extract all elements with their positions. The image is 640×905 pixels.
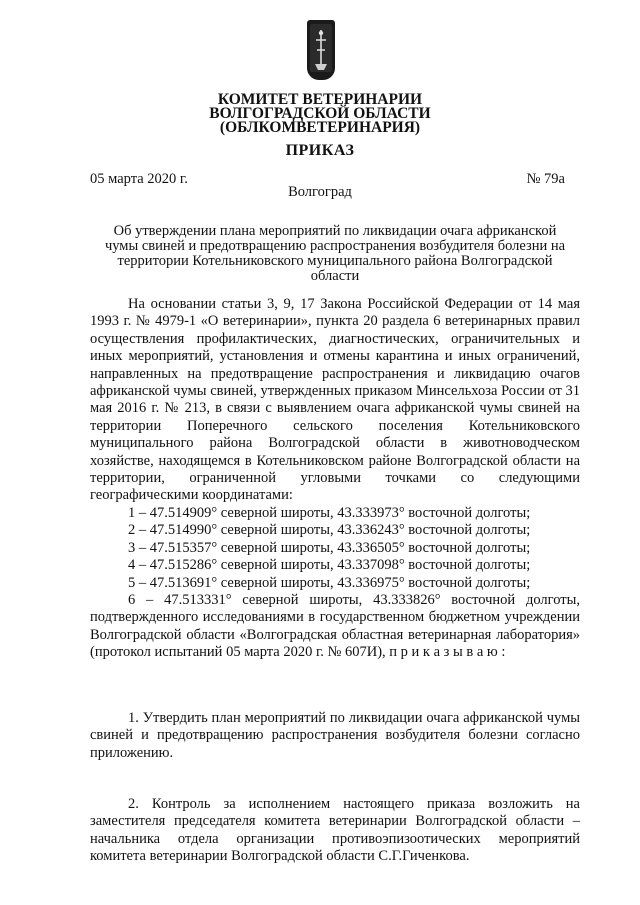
coordinate-item: 2 – 47.514990° северной широты, 43.336243° восточной долготы; xyxy=(128,522,531,539)
coordinate-item: 5 – 47.513691° северной широты, 43.336975° восточной долготы; xyxy=(128,574,531,591)
coordinate-item: 3 – 47.515357° северной широты, 43.336505° восточной долготы; xyxy=(128,539,531,556)
org-name-line1: КОМИТЕТ ВЕТЕРИНАРИИ xyxy=(217,91,423,108)
preamble-block xyxy=(90,296,580,662)
coat-of-arms-emblem-icon xyxy=(307,20,335,80)
coordinate-item: 4 – 47.515286° северной широты, 43.337098° восточной долготы; xyxy=(128,557,531,574)
doc-type-title: ПРИКАЗ xyxy=(285,142,355,159)
doc-subject: Об утверждении плана мероприятий по ликвидации очага африканской чумы свиней и предотвращению распространения возбудителя болезни на территории Котельниковского муниципального района Волгоградской области xyxy=(104,223,566,284)
doc-city: Волгоград xyxy=(288,184,352,200)
clause-1: 1. Утвердить план мероприятий по ликвидации очага африканской чумы свиней и предотвращению распространения возбудителя болезни согласно приложению. xyxy=(90,710,580,761)
org-name-line3: (ОБЛКОМВЕТЕРИНАРИЯ) xyxy=(219,119,421,136)
coordinate-item: 1 – 47.514909° северной широты, 43.333973° восточной долготы; xyxy=(128,504,531,521)
preamble-text: На основании статьи 3, 9, 17 Закона Российской Федерации от 14 мая 1993 г. № 4979-1 «О ветеринарии», пункта 20 раздела 6 ветеринарных правил осуществления профилактических, диагностических, ограничительных и иных мероприятий, установления и отмены карантина и иных ограничений, направленных на предотвращение распространения и ликвидацию очагов африканской чумы свиней, утвержденных приказом Минсельхоза России от 31 мая 2016 г. № 213, в связи с выявлением очага африканской чумы свиней на территории Поперечного сельского поселения Котельниковского муниципального района Волгоградской области в животноводческом хозяйстве, находящемся в Котельниковском районе Волгоградской области на территории, ограниченной угловыми точками со следующими географическими координатами: xyxy=(90,296,580,504)
org-name-line2: ВОЛГОГРАДСКОЙ ОБЛАСТИ xyxy=(209,105,431,122)
doc-number: № 79а xyxy=(526,171,565,187)
clause-1-block xyxy=(90,710,580,762)
clause-2-block xyxy=(90,796,580,866)
coordinate-item-last: 6 – 47.513331° северной широты, 43.333826° восточной долготы, подтвержденного исследованиями в государственном бюджетном учреждении Волгоградской области «Волгоградская областная ветеринарная лаборатория» (протокол испытаний 05 марта 2020 г. № 607И), п р и к а з ы в а ю : xyxy=(90,591,580,661)
clause-2: 2. Контроль за исполнением настоящего приказа возложить на заместителя председателя комитета ветеринарии Волгоградской области – начальника отдела организации противоэпизоотических мероприятий комитета ветеринарии Волгоградской области С.Г.Гиченкова. xyxy=(90,796,580,865)
doc-date: 05 марта 2020 г. xyxy=(90,171,188,187)
